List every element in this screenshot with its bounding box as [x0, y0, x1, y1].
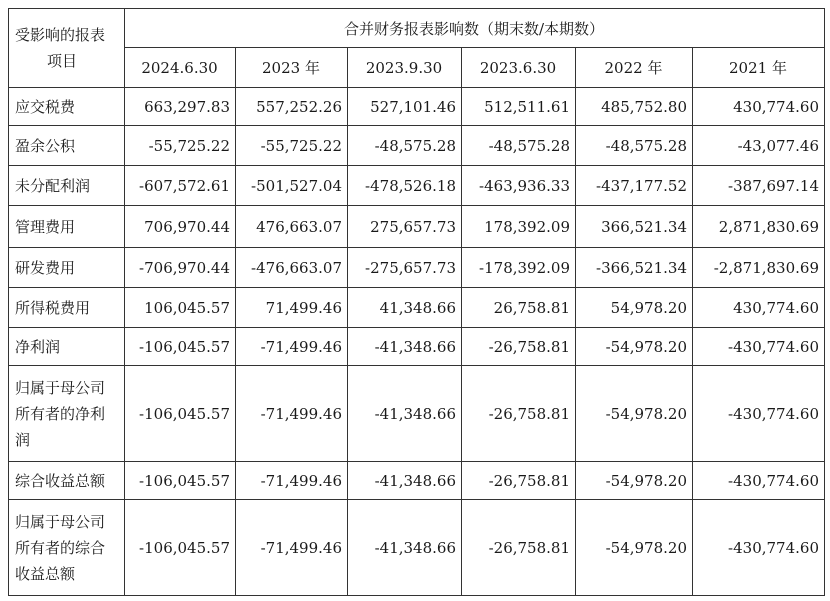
restatement-table-container — [8, 8, 825, 596]
corner-header-line: 受影响的报表 — [15, 26, 106, 44]
value-cell: -55,725.22 — [236, 126, 348, 166]
value-cell: -55,725.22 — [125, 126, 236, 166]
value-cell: 430,774.60 — [693, 88, 825, 126]
value-cell: -387,697.14 — [693, 166, 825, 206]
row-label-line: 润 — [15, 430, 31, 449]
row-label-line: 所有者的净利 — [15, 404, 106, 423]
row-label-cell — [9, 206, 125, 248]
table-row — [9, 248, 825, 288]
value-cell: 557,252.26 — [236, 88, 348, 126]
value-cell: -430,774.60 — [693, 500, 825, 596]
row-label-line: 管理费用 — [15, 217, 76, 236]
value-cell: 476,663.07 — [236, 206, 348, 248]
table-row — [9, 462, 825, 500]
value-cell: -430,774.60 — [693, 462, 825, 500]
row-label-line: 未分配利润 — [15, 176, 91, 195]
value-cell: -54,978.20 — [576, 366, 693, 462]
row-label-line: 收益总额 — [15, 564, 76, 583]
value-cell: -41,348.66 — [348, 500, 462, 596]
value-cell: 41,348.66 — [348, 288, 462, 328]
table-row — [9, 288, 825, 328]
row-label-line: 综合收益总额 — [15, 471, 106, 490]
value-cell: -41,348.66 — [348, 366, 462, 462]
value-cell: -476,663.07 — [236, 248, 348, 288]
value-cell: -430,774.60 — [693, 328, 825, 366]
row-label-cell — [9, 166, 125, 206]
value-cell: -71,499.46 — [236, 366, 348, 462]
value-cell: -48,575.28 — [462, 126, 576, 166]
value-cell: -43,077.46 — [693, 126, 825, 166]
value-cell: -26,758.81 — [462, 500, 576, 596]
value-cell: 430,774.60 — [693, 288, 825, 328]
corner-header-cell — [9, 9, 125, 88]
row-label-cell — [9, 328, 125, 366]
period-header-cell: 2023.6.30 — [462, 48, 576, 88]
value-cell: -106,045.57 — [125, 328, 236, 366]
value-cell: -41,348.66 — [348, 328, 462, 366]
value-cell: -54,978.20 — [576, 462, 693, 500]
row-label-cell — [9, 248, 125, 288]
value-cell: -106,045.57 — [125, 366, 236, 462]
row-label-line: 盈余公积 — [15, 136, 76, 155]
value-cell: -71,499.46 — [236, 462, 348, 500]
row-label-line: 归属于母公司 — [15, 512, 106, 531]
value-cell: 485,752.80 — [576, 88, 693, 126]
value-cell: -178,392.09 — [462, 248, 576, 288]
table-row — [9, 500, 825, 596]
value-cell: -48,575.28 — [348, 126, 462, 166]
value-cell: 706,970.44 — [125, 206, 236, 248]
value-cell: 663,297.83 — [125, 88, 236, 126]
value-cell: -26,758.81 — [462, 462, 576, 500]
value-cell: -706,970.44 — [125, 248, 236, 288]
period-header-row — [9, 48, 825, 88]
table-header-row — [9, 9, 825, 48]
row-label-line: 应交税费 — [15, 97, 76, 116]
value-cell: -275,657.73 — [348, 248, 462, 288]
value-cell: -54,978.20 — [576, 328, 693, 366]
table-row — [9, 366, 825, 462]
row-label-line: 归属于母公司 — [15, 378, 106, 397]
value-cell: -430,774.60 — [693, 366, 825, 462]
row-label-cell — [9, 88, 125, 126]
restatement-impact-table — [8, 8, 825, 596]
group-header-cell: 合并财务报表影响数（期末数/本期数） — [125, 9, 825, 48]
value-cell: 178,392.09 — [462, 206, 576, 248]
table-row — [9, 126, 825, 166]
value-cell: -41,348.66 — [348, 462, 462, 500]
row-label-cell — [9, 462, 125, 500]
value-cell: -463,936.33 — [462, 166, 576, 206]
value-cell: -26,758.81 — [462, 328, 576, 366]
row-label-line: 净利润 — [15, 337, 61, 356]
value-cell: -71,499.46 — [236, 328, 348, 366]
value-cell: -106,045.57 — [125, 462, 236, 500]
value-cell: -71,499.46 — [236, 500, 348, 596]
row-label-line: 所得税费用 — [15, 298, 91, 317]
table-row — [9, 166, 825, 206]
value-cell: -106,045.57 — [125, 500, 236, 596]
value-cell: -478,526.18 — [348, 166, 462, 206]
value-cell: -366,521.34 — [576, 248, 693, 288]
row-label-line: 所有者的综合 — [15, 538, 106, 557]
value-cell: 2,871,830.69 — [693, 206, 825, 248]
value-cell: -2,871,830.69 — [693, 248, 825, 288]
value-cell: 71,499.46 — [236, 288, 348, 328]
table-row — [9, 206, 825, 248]
row-label-cell — [9, 366, 125, 462]
period-header-cell: 2023 年 — [236, 48, 348, 88]
row-label-line: 研发费用 — [15, 258, 76, 277]
value-cell: -54,978.20 — [576, 500, 693, 596]
period-header-cell: 2024.6.30 — [125, 48, 236, 88]
row-label-cell — [9, 126, 125, 166]
row-label-cell — [9, 500, 125, 596]
value-cell: 275,657.73 — [348, 206, 462, 248]
table-row — [9, 328, 825, 366]
row-label-cell — [9, 288, 125, 328]
value-cell: 512,511.61 — [462, 88, 576, 126]
value-cell: 527,101.46 — [348, 88, 462, 126]
period-header-cell: 2023.9.30 — [348, 48, 462, 88]
value-cell: 366,521.34 — [576, 206, 693, 248]
period-header-cell: 2021 年 — [693, 48, 825, 88]
value-cell: -48,575.28 — [576, 126, 693, 166]
value-cell: -501,527.04 — [236, 166, 348, 206]
value-cell: 106,045.57 — [125, 288, 236, 328]
value-cell: -607,572.61 — [125, 166, 236, 206]
period-header-cell: 2022 年 — [576, 48, 693, 88]
value-cell: 26,758.81 — [462, 288, 576, 328]
value-cell: 54,978.20 — [576, 288, 693, 328]
corner-header-line: 项目 — [47, 52, 78, 70]
value-cell: -26,758.81 — [462, 366, 576, 462]
table-row — [9, 88, 825, 126]
value-cell: -437,177.52 — [576, 166, 693, 206]
